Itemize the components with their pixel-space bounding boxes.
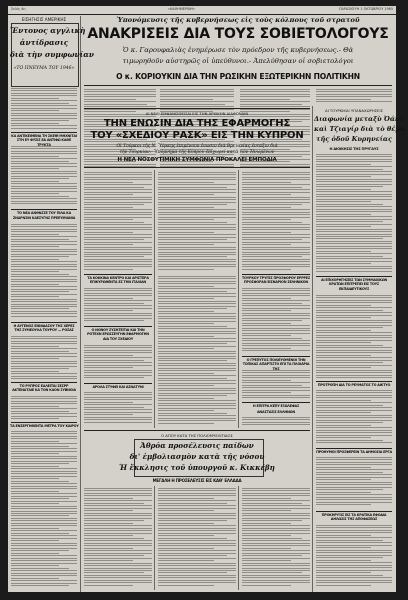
column-rule [312,106,313,592]
header-rule [8,14,396,15]
column-rule [238,170,239,428]
rule [11,322,77,323]
bottom-kicker: Ο ΑΠΟΥ ΚΑΤΑ ΤΗΣ ΠΟΛΙΟΜΥΕΛΙΤΙΔΟΣ [161,433,233,438]
body-text [316,295,392,379]
body-text [158,172,236,272]
body-text [11,88,77,130]
rule [84,383,152,384]
column-rule [154,170,155,428]
body-text [84,345,152,381]
rule [242,274,310,275]
page-label: Σελὶς 4η [11,7,26,11]
body-text [84,488,152,588]
body-text [84,288,152,324]
left-article-head: ΚΑ ΑΝΤΙΚΕΙΜΕΝΑ ΤΗ ΣΚΕΨΙ ΜΗΧΝΙΤΑΙ ΣΤΗ ΕΥ ΦΥΣΙΣ ΕΔ ΑΝΤΙΦΩ ΚΑΘΕ ΤΡΥΚΤΑ [11,134,77,147]
rule [84,430,310,431]
left-headline: ἀντίδρασις [19,38,69,47]
center-headline: ΤΗΝ ΕΝΩΣΙΝ ΔΙΑ ΤΗΣ ΕΦΑΡΜΟΓΗΣ [103,118,291,129]
center-article-head: ΑΡΟΛΑ ΣΤΥΦΕΙ ΚΑΙ ΑΣΝΑΤΥΝΙ [92,385,144,389]
issue-date: ΠΑΡΑΣΚΕΥΗ 1 ΟΚΤΩΒΡΙΟΥ 1965 [338,7,393,11]
center-article-head: Ο ΓΡΕΠΥΤΟΣ ΠΟΛΙΕΥΟΜΕΝΟΙ ΤΗΝ ΤΟΠΙΚΑΣ ΑΠΑΡΤΙΣΤΟ ΕΠΙ ΤΑ ΠΛΟΙΑΡΙΑ ΤΗΣ [242,358,310,371]
newspaper-page [8,6,406,592]
bottom-subhead: ΜΕΓΑΛΗ Η ΠΡΟΣΕΛΕΥΣΙΣ ΕΙΣ ΚΑΘ' ΕΛΛΑΔΑ [152,478,242,483]
main-headline: ΑΝΑΚΡΙΣΕΙΣ ΔΙΑ ΤΟΥΣ ΣΟΒΙΕΤΟΛΟΓΟΥΣ [87,26,389,42]
rule [316,276,392,277]
bottom-headline: Ἡ ἔκκλησις τοῦ ὑπουργοῦ κ. Κικκέβη [119,463,275,472]
body-text [11,336,77,380]
rule [11,132,77,133]
right-article-head: ΠΡΟΚΗΡΥΞΙΣ ΕΙΣ ΤΑ ΚΡΑΤΙΚΑ ΕΦΟΔΙΑ ΔΗΛΩΣΙΣ ΤΗΣ ΑΠΟΦΑΣΕΩΣ [321,513,387,522]
body-text [158,276,236,426]
right-article-head: ΠΡΟΘΥΜΟΙ ΠΡΟΣΦΕΡΕΙΝ ΤΑ ΔΗΜΟΣΙΑ ΕΡΓΑ [316,450,392,454]
center-article-head: ΤΟΥΡΚΟΥ ΤΡΥΓΕΣ ΠΡΟΣΦΟΡΟΥ ΕΡΡΡΕΣ ΠΡΟΣΦΟΡΑΝ ΕΙΣΝΑΡΙΟΝ ΣΕΛΗΝΙΚΟΝ [242,276,311,285]
body-text [316,457,392,509]
rule [84,85,392,86]
body-text [84,392,152,426]
body-text [11,396,77,420]
left-article-head: ΖΝΑΡΝΣΙΝ ΚΑΕΣΥΓΝΣ ΠΡΕΕΥΙΜΑΝΙΑ [12,216,76,220]
center-article-head: Η ΕΠΙΤΡΑ ΚΕΠΥ ΕΞΩΛΕΦΑΣ [252,404,300,408]
rule [11,382,77,383]
center-headline: ΤΟΥ «ΣΧΕΔΙΟΥ ΡΑΣΚ» ΕΙΣ ΤΗΝ ΚΥΠΡΟΝ [90,130,304,141]
right-headline: τῆς ὁδοῦ Κυρηνείας [316,135,392,143]
right-subhead: Η ΔΙΟΙΚΗΣΙΣ ΤΗΣ ΠΡΥΓΑΥΣ [329,147,379,151]
right-headline: καὶ Τζιαγίρ διὰ τὸ θέμα [314,125,406,133]
body-text [316,525,392,589]
rule [316,448,392,449]
main-banner: Ο κ. ΚΟΡΙΟΥΚΙΝ ΔΙΑ ΤΗΝ ΡΩΣΙΚΗΝ ΕΞΩΤΕΡΙΚΗΝ ΠΟΛΙΤΙΚΗΝ [116,72,360,81]
left-article-head: ΤΟ ΝΕΑ ΑΝΘΝΣΣΕ ΤΟΥ ΠΙΛΑ ΚΑ [16,211,72,215]
left-headline: Ἔντονος αγγλικὴ [10,26,86,35]
rule [84,274,152,275]
center-deck: Οἱ Τοῦρκοι τῆς Ν. Ὑόρκης ἐπιμένουν ἐνωσιν διὰ Βρετανίας ἐνταξιν διὰ [116,144,278,149]
body-text [242,488,310,588]
newspaper-name: «ΚΑΘΗΜΕΡΙΝΗ» [168,7,196,11]
rule [242,356,310,357]
body-text [11,224,77,320]
rule [316,381,392,382]
body-text [242,417,310,427]
rule [11,209,77,210]
body-text [84,172,152,272]
left-article-head: Η ΑΥΓΕΝΟΣ ΕΝΝΙΔΑΣΟΥ ΤΗΣ ΧΕΡΕΣ ΤΗΣ ΣΥΜΕΟΥΛΑ ΤΟΥΡΟΥ — ΡΟΣΑΣ [13,324,75,333]
main-deck: τιμωρηθοῦν αὐστηρῶς οἱ ὑπεύθυνοι.- Ἀπελύθησαν οἱ σοβιετολόγοι [122,57,354,65]
center-kicker: ΑΙ ΝΕΑΙ ΕΜΦΑΝΙΣΘΕΙΣΑΙ ΕΙΣ ΤΗΝ ΑΡΧΙΚΗΝ ΔΙΑΦΩΝΙΑΝ [145,111,249,116]
rule [84,167,310,168]
right-article-head: ΑΙ ΕΠΙΧΟΡΗΓΗΣΕΙΣ ΤΩΝ ΣΥΜΜΑΧΙΚΩΝ ΚΡΑΤΩΝ ΕΠΙΤΡΕΠΕΙ ΕΙΣ ΤΟΥΣ ΕΚΠΑΙΔΕΥΤΙΚΟΥΣ [320,278,388,291]
rule [242,402,310,403]
rule [316,511,392,512]
column-rule [238,486,239,590]
body-text [316,390,392,446]
main-deck: Ὁ κ. Γαρουφαλιὰς ἐνημέρωσε τὸν πρόεδρον τῆς κυβερνήσεως.- Θὰ [122,46,354,54]
body-text [11,146,77,206]
bottom-headline: Ἀθρόα προσέλευσις παίδων [140,441,254,450]
body-text [242,288,310,354]
column-rule [80,16,81,592]
left-article-head: ΤΑ ΕΝΣΕΡΓΗΘΕΝΤΑ ΜΕΤΡΑ ΤΟΥ ΚΑΙΡΟΥ [10,424,79,428]
rule [84,108,310,109]
right-article-head: ΠΡΟΤΡΟΠΗ ΔΙΑ ΤΟ ΡΕΥΜΑΤΟΣ ΤΟ ΔΙΚΤΥΟ [317,383,391,387]
body-text [158,488,236,588]
body-text [316,89,392,105]
body-text [316,154,392,274]
center-article-head: Ο ΝΟΝΟΥ ΣΥΖΗΤΕΙΤΑΙ ΚΑΙ ΤΗΝ ΡΟΤΕΧΝ ΕΡΩΣΣΕΥΓΗΝ ΕΦΑΡΜΟΓΗΝ ΔΙΑ ΤΟΥ ΣΧΕΔΙΟΥ [87,328,149,341]
column-rule [154,486,155,590]
body-text [11,431,77,589]
page-header [8,6,396,14]
center-article-head: ΑΝΑΣΤΑΣΙΣ ΕΛΛΗΝΩΝ [257,410,295,414]
right-kicker: ΑΙ ΤΟΥΡΚΙΚΑΙ ΥΠΑΝΑΧΩΡΗΣΕΙΣ [324,108,384,113]
left-subhead: «ΤΟ ΠΝΕΥΜΑ ΤΟΥ 1946» [13,66,75,71]
body-text [242,172,310,272]
body-text [242,370,310,400]
left-kicker: ΕΙΣΗΓΗΣΙΣ ΑΜΕΡΙΚΗΣ [21,17,67,22]
center-article-head: ΤΑ ΚΟΚΚΙΝΑ ΚΕΝΤΡΟ ΚΑΙ ΑΡΙΣΤΕΡΑ ΕΠΙΚΥΡΩΘΕΝΤΑ ΕΣ ΤΗΝ ΙΤΑΛΙΑΝ [87,276,149,285]
left-article-head: ΤΟ ΡΥΠΡΟΣ ΕΑΛΕΙΤΑΙ ΣΕΣΡΡ ΑΚΤΕΝΑΤΑΙΕ ΚΑ ΤΟΝ ΚΑΟΝ ΣΥΒΝΟΙΑ [12,384,76,393]
rule [11,422,77,423]
left-headline: διὰ τὴν συμφωνίαν [10,50,95,59]
center-deck: τὴν Τουρκίαν.- Ὑπόμνημα τῆς Κύπρου ἐπιχωρεῖ κατὰ τῶν Ἠνωμένων [119,150,275,155]
bottom-headline: δι' ἐμβολιασμὸν κατὰ τῆς νόσου [129,452,265,461]
rule [84,326,152,327]
main-kicker: Ὑπονόμευσις τῆς κυβερνήσεως εἰς τοὺς κόλπους τοῦ στρατοῦ [116,16,360,24]
right-headline: Διαφωνία μεταξὺ Ὀάντ [314,115,404,123]
center-subhead: Η ΝΕΑ ΝΟΣΘΥΤΙΜΙΚΗ ΣΥΜΦΩΝΙΑ ΠΡΟΚΑΛΕΙ ΕΜΠΟΔΙΑ [117,157,277,163]
